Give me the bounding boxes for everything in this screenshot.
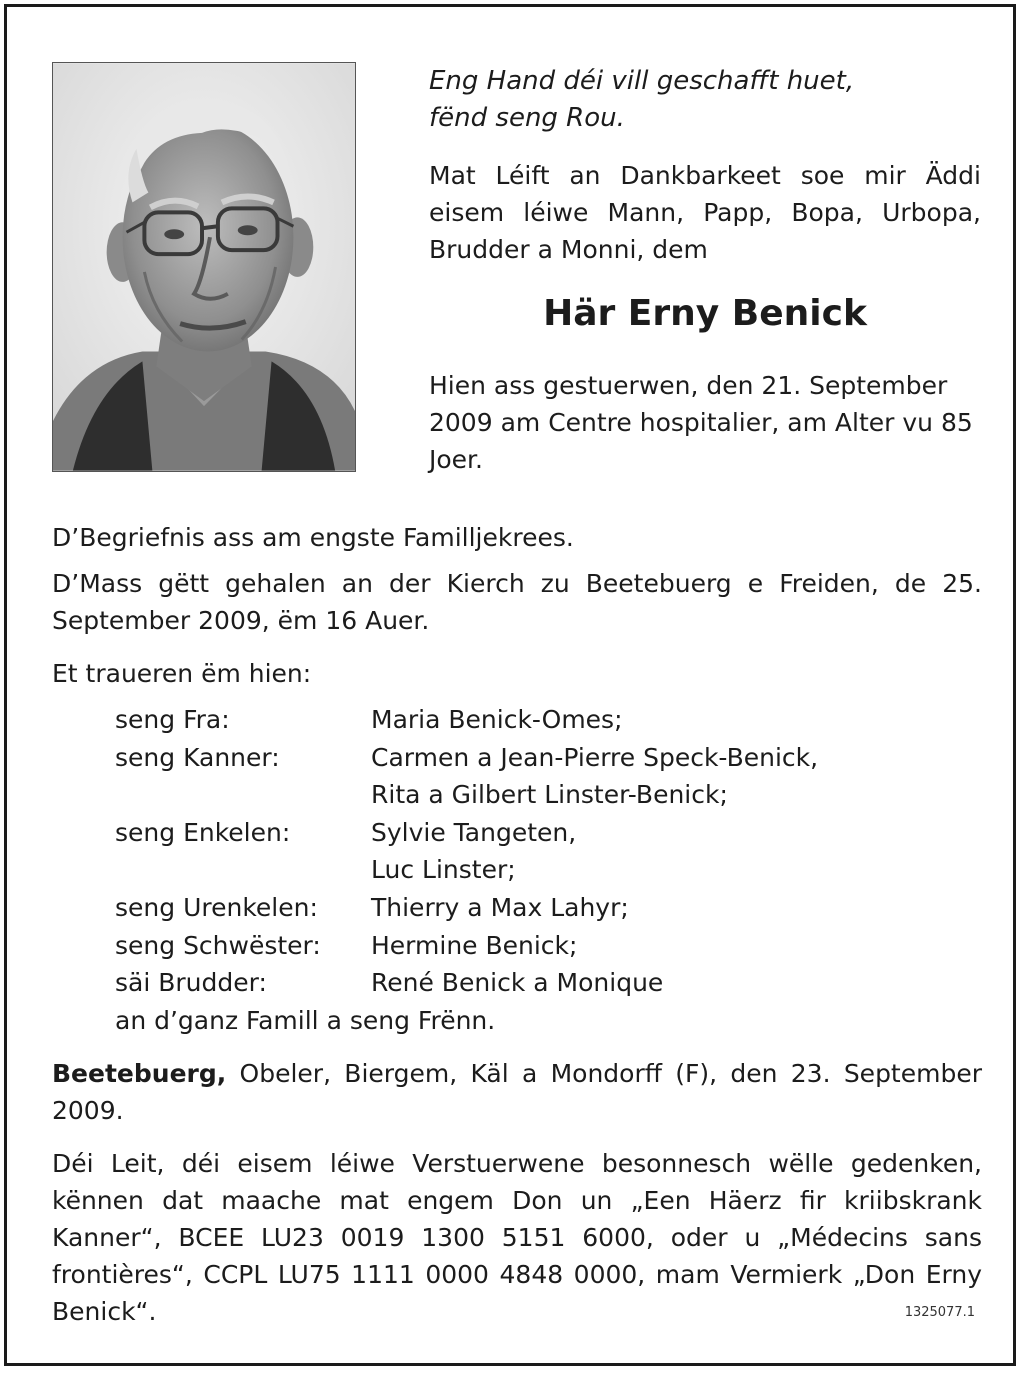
mourner-relation: seng Schwëster:	[115, 930, 321, 960]
mourner-names: Sylvie Tangeten,	[371, 817, 577, 847]
mourner-row	[115, 851, 915, 889]
mourner-names: Hermine Benick;	[371, 930, 578, 960]
mourner-relation: seng Fra:	[115, 705, 230, 734]
death-details: Hien ass gestuerwen, den 21. September 2009 am Centre hospitalier, am Alter vu 85 Joer.	[429, 371, 973, 474]
mourner-relation: seng Urenkelen:	[115, 892, 318, 922]
mourner-row	[115, 927, 915, 965]
place-date-rest: Obeler, Biergem, Käl a Mondorff (F), den 23. September 2009.	[52, 1059, 982, 1125]
donation-text: Déi Leit, déi eisem léiwe Verstuerwene besonnesch wëlle gedenken, kënnen dat maache mat engem Don un „Een Häerz fir kriibskrank Kanner“, BCEE LU23 0019 1300 5151 6000, oder u „Médecins sans frontières“, CCPL LU75 1111 0000 4848 0000, mam Vermierk „Don Erny Benick“.	[52, 1149, 982, 1326]
mourners-list	[115, 701, 915, 1039]
mourners-closing: an d’ganz Famill a seng Frënn.	[115, 1005, 496, 1035]
place-name: Beetebuerg,	[52, 1059, 227, 1088]
motto-line: Eng Hand déi vill geschafft huet,	[429, 66, 855, 96]
mourner-row	[115, 776, 915, 814]
mourner-names: Thierry a Max Lahyr;	[371, 892, 629, 922]
motto	[429, 63, 989, 137]
mourner-names: Maria Benick-Omes;	[371, 705, 623, 734]
mass-text: D’Mass gëtt gehalen an der Kierch zu Beetebuerg e Freiden, de 25. September 2009, ëm 16 Auer.	[52, 569, 982, 635]
portrait-photo	[52, 62, 356, 472]
mourners-intro: Et traueren ëm hien:	[52, 659, 312, 688]
mourner-relation	[115, 776, 371, 814]
reference-number: 1325077.1	[904, 1305, 975, 1320]
mourner-names: Rita a Gilbert Linster-Benick;	[371, 780, 728, 810]
funeral-text: D’Begriefnis ass am engste Familljekrees.	[52, 523, 574, 552]
intro-text: Mat Léift an Dankbarkeet soe mir Äddi eisem léiwe Mann, Papp, Bopa, Urbopa, Brudder a Monni, dem	[429, 161, 981, 264]
mourner-relation	[115, 851, 371, 889]
mourner-row	[115, 701, 915, 739]
motto-line: fënd seng Rou.	[429, 103, 625, 133]
mourner-row	[115, 889, 915, 927]
mourner-names: René Benick a Monique	[371, 968, 664, 998]
mourner-row	[115, 964, 915, 1002]
mourner-relation: seng Enkelen:	[115, 817, 291, 847]
mourner-relation: seng Kanner:	[115, 742, 280, 772]
obituary-notice	[4, 4, 1016, 1366]
mourner-row	[115, 814, 915, 852]
mourner-row	[115, 739, 915, 777]
place-date	[52, 1055, 982, 1129]
deceased-name: Här Erny Benick	[543, 293, 867, 334]
mourner-relation: säi Brudder:	[115, 968, 267, 998]
mourner-names: Carmen a Jean-Pierre Speck-Benick,	[371, 742, 819, 772]
mourner-names: Luc Linster;	[371, 855, 516, 885]
